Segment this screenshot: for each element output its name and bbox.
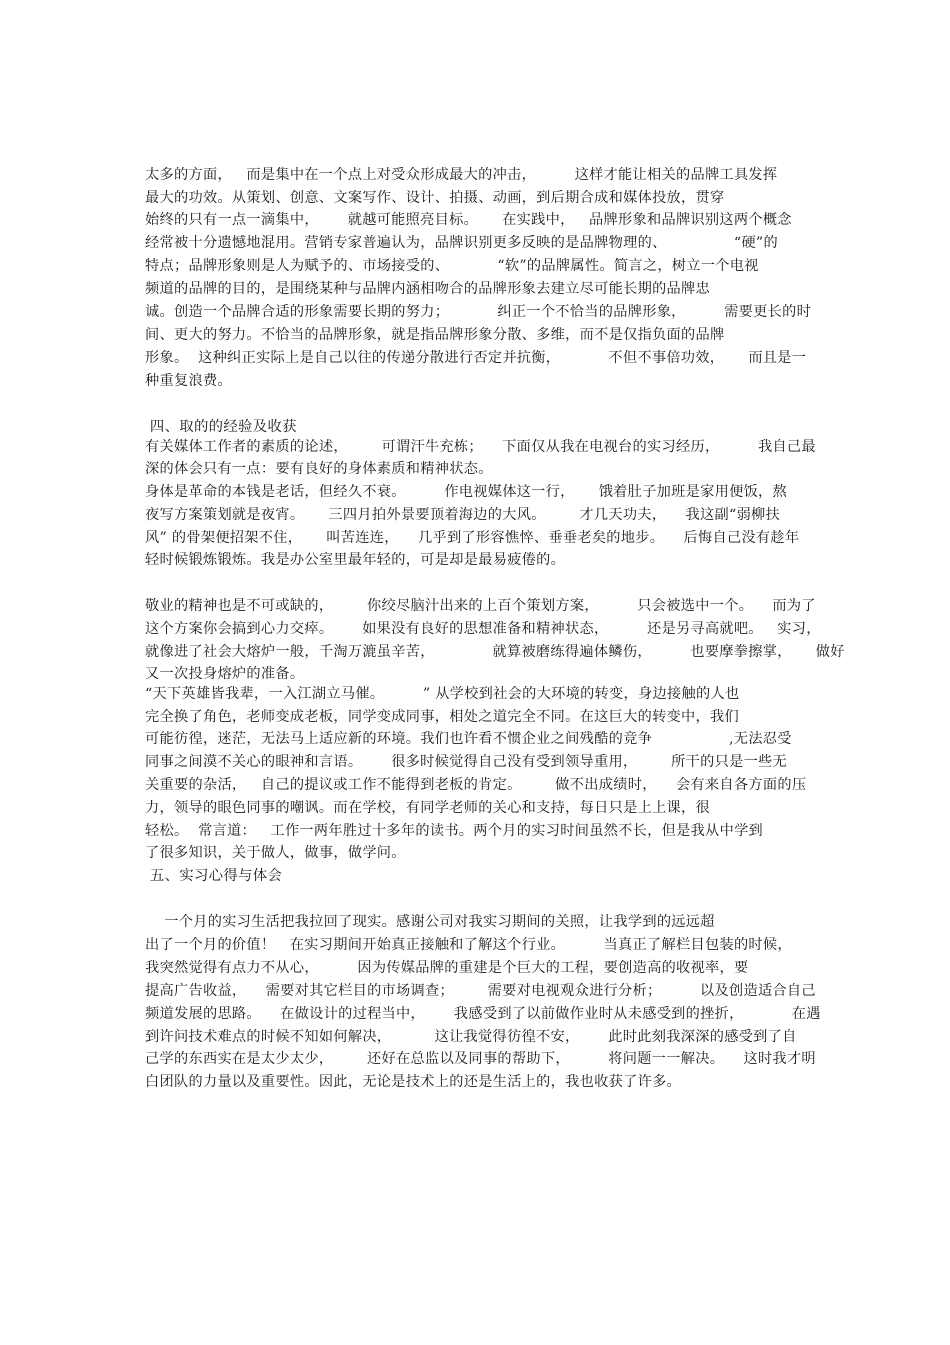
text-line: 最大的功效。从策划、创意、文案写作、设计、拍摄、动画，到后期合成和媒体投放，贯穿 (145, 190, 725, 206)
text-line: 轻时候锻炼锻炼。我是办公室里最年轻的，可是却是最易疲倦的。 (145, 552, 566, 568)
text-line: 太多的方面， 而是集中在一个点上对受众形成最大的冲击， 这样才能让相关的品牌工具发挥 (145, 167, 778, 183)
text-line: 同事之间漠不关心的眼神和言语。 很多时候觉得自己没有受到领导重用， 所干的只是一些无 (145, 754, 788, 770)
text-line: 频道发展的思路。 在做设计的过程当中， 我感受到了以前做作业时从未感受到的挫折， 在遇 (145, 1006, 821, 1022)
text-line: 白团队的力量以及重要性。因此，无论是技术上的还是生活上的，我也收获了许多。 (145, 1074, 682, 1090)
text-line: 形象。 这种纠正实际上是自己以往的传递分散进行否定并抗衡， 不但不事倍功效， 而且是一 (145, 350, 807, 366)
text-line: 关重要的杂活， 自己的提议或工作不能得到老板的肯定。 做不出成绩时， 会有来自各方面的压 (145, 777, 807, 793)
text-line: 深的体会只有一点：要有良好的身体素质和精神状态。 (145, 461, 493, 477)
text-line: 又一次投身熔炉的准备。 (145, 666, 305, 682)
text-line: 种重复浪费。 (145, 373, 232, 389)
text-line: “天下英雄皆我辈，一入江湖立马催。 ” 从学校到社会的大环境的转变，身边接触的人也 (145, 686, 740, 702)
text-line: 我突然觉得有点力不从心， 因为传媒品牌的重建是个巨大的工程，要创造高的收视率，要 (145, 960, 749, 976)
section-heading-5: 五、实习心得与体会 (145, 868, 283, 884)
text-line: 到许问技术难点的时候不知如何解决， 这让我觉得彷徨不安， 此时此刻我深深的感受到了自 (145, 1029, 797, 1045)
text-line: 力，领导的眼色同事的嘲讽。而在学校，有同学老师的关心和支持，每日只是上上课，很 (145, 800, 711, 816)
text-line: 特点；品牌形象则是人为赋予的、市场接受的、 “软”的品牌属性。简言之，树立一个电视 (145, 258, 759, 274)
text-line: 有关媒体工作者的素质的论述， 可谓汗牛充栋； 下面仅从我在电视台的实习经历， 我自己最 (145, 439, 816, 455)
text-line: 这个方案你会搞到心力交瘁。 如果没有良好的思想准备和精神状态， 还是另寻高就吧。 实习， (145, 621, 821, 637)
text-line: 完全换了角色，老师变成老板，同学变成同事，相处之道完全不同。在这巨大的转变中，我们 (145, 709, 739, 725)
text-line: 了很多知识，关于做人，做事，做学问。 (145, 845, 406, 861)
text-line: 己学的东西实在是太少太少， 还好在总监以及同事的帮助下， 将问题一一解决。 这时我才明 (145, 1051, 816, 1067)
text-line: 间、更大的努力。不恰当的品牌形象，就是指品牌形象分散、多维，而不是仅指负面的品牌 (145, 327, 725, 343)
text-line: 始终的只有一点一滴集中， 就越可能照亮目标。 在实践中， 品牌形象和品牌识别这两个概念 (145, 212, 792, 228)
text-line: 身体是革命的本钱是老话，但经久不衰。 作电视媒体这一行， 饿着肚子加班是家用便饭，熬 (145, 484, 788, 500)
text-line: 出了一个月的价值！ 在实习期间开始真正接触和了解这个行业。 当真正了解栏目包装的时候， (145, 937, 792, 953)
text-line: 诚。创造一个品牌合适的形象需要长期的努力； 纠正一个不恰当的品牌形象， 需要更长的时 (145, 304, 812, 320)
text-line: 一个月的实习生活把我拉回了现实。感谢公司对我实习期间的关照，让我学到的远远超 (145, 914, 715, 930)
text-line: 就像进了社会大熔炉一般，千淘万漉虽辛苦， 就算被磨练得遍体鳞伤， 也要摩拳擦掌， 做好 (145, 644, 845, 660)
text-line: 轻松。 常言道： 工作一两年胜过十多年的读书。两个月的实习时间虽然不长，但是我从中学到 (145, 823, 764, 839)
text-line: 频道的品牌的目的，是围绕某种与品牌内涵相吻合的品牌形象去建立尽可能长期的品牌忠 (145, 281, 711, 297)
text-line: 风” 的骨架便招架不住， 叫苦连连， 几乎到了形容憔悴、垂垂老矣的地步。 后悔自己没有趁年 (145, 530, 800, 546)
text-line: 经常被十分遗憾地混用。营销专家普遍认为，品牌识别更多反映的是品牌物理的、 “硬”的 (145, 235, 778, 251)
text-line: 可能彷徨，迷茫，无法马上适应新的环境。我们也许看不惯企业之间残酷的竞争 ,无法忍受 (145, 731, 792, 747)
text-line: 夜写方案策划就是夜宵。 三四月拍外景要顶着海边的大风。 才几天功夫， 我这副“弱柳扶 (145, 507, 781, 523)
section-heading-4: 四、取的的经验及收获 (145, 419, 297, 435)
text-line: 提高广告收益， 需要对其它栏目的市场调查； 需要对电视观众进行分析； 以及创造适合自己 (145, 983, 816, 999)
text-line: 敬业的精神也是不可或缺的， 你绞尽脑汁出来的上百个策划方案， 只会被选中一个。 而为了 (145, 598, 816, 614)
